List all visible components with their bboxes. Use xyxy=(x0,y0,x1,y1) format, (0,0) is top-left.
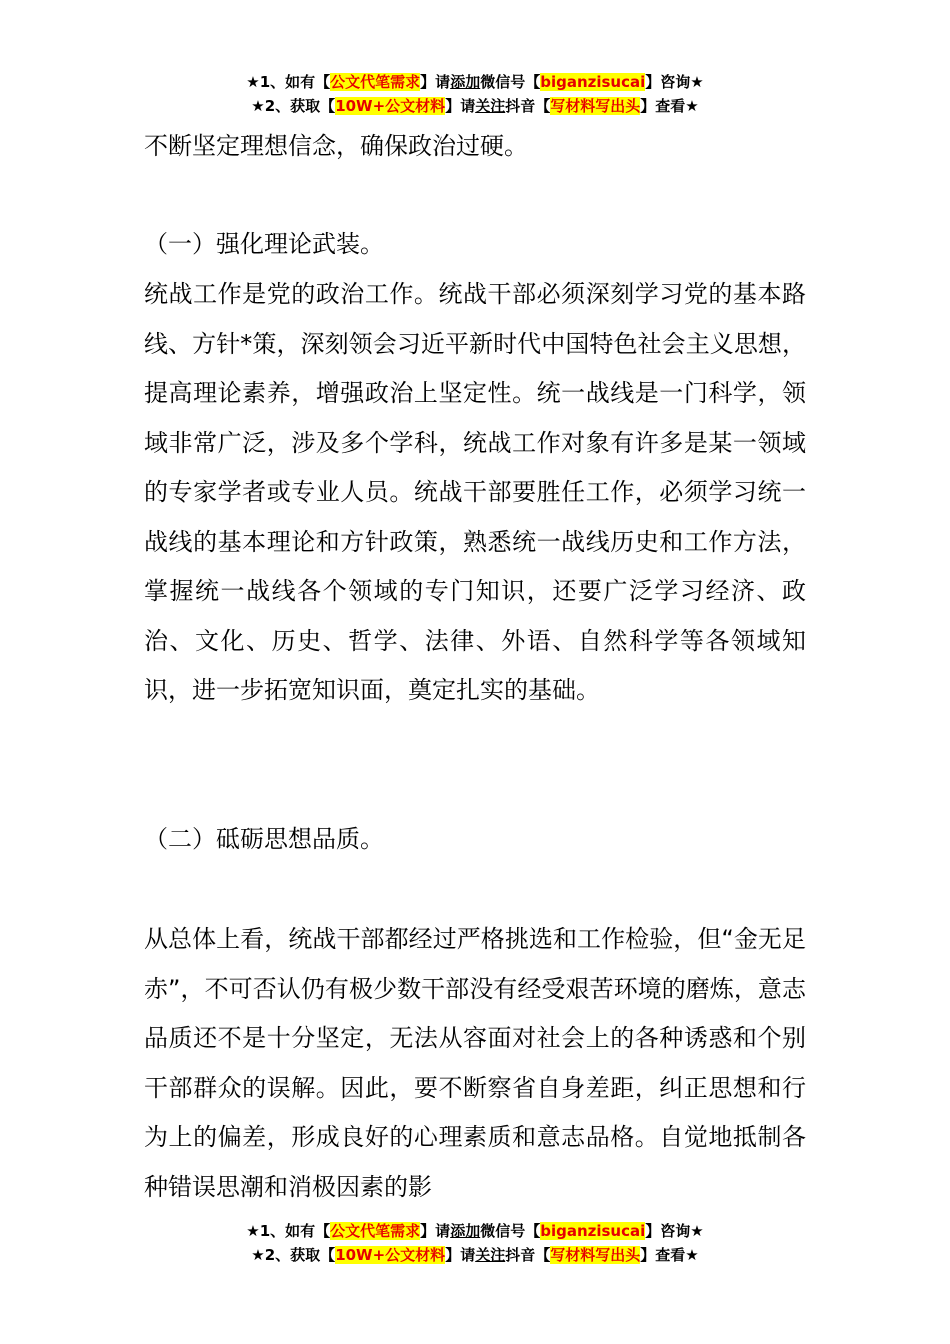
banner-line-1 xyxy=(0,1219,950,1243)
banner-text: 】查看★ xyxy=(640,1246,699,1264)
banner-line-2 xyxy=(0,94,950,118)
section-heading-2 xyxy=(144,815,806,865)
banner-underline: 添加 xyxy=(450,1222,481,1240)
heading-text: （一）强化理论武装。 xyxy=(144,230,384,258)
banner-text: 】咨询★ xyxy=(645,73,704,91)
paragraph-1 xyxy=(144,122,806,172)
banner-underline: 添加 xyxy=(450,73,481,91)
banner-text: 】请 xyxy=(420,73,451,91)
banner-text: 微信号【 xyxy=(480,73,541,91)
banner-text: 】请 xyxy=(445,97,476,115)
banner-text: 】咨询★ xyxy=(645,1222,704,1240)
banner-text: ★1、如有【 xyxy=(246,73,331,91)
banner-highlight: biganzisucai xyxy=(540,1222,646,1240)
paragraph-2 xyxy=(144,270,806,716)
paragraph-text: 统战工作是党的政治工作。统战干部必须深刻学习党的基本路线、方针*策，深刻领会习近平新时代中国特色社会主义思想，提高理论素养，增强政治上坚定性。统一战线是一门科学，领域非常广泛，涉及多个学科，统战工作对象有许多是某一领域的专家学者或专业人员。统战干部要胜任工作，必须学习统一战线的基本理论和方针政策，熟悉统一战线历史和工作方法，掌握统一战线各个领域的专门知识，还要广泛学习经济、政治、文化、历史、哲学、法律、外语、自然科学等各领域知识，进一步拓宽知识面，奠定扎实的基础。 xyxy=(144,280,806,704)
banner-highlight: 写材料写出头 xyxy=(550,1246,641,1264)
banner-text: ★1、如有【 xyxy=(246,1222,331,1240)
banner-text: 】请 xyxy=(445,1246,476,1264)
paragraph-3 xyxy=(144,915,806,1212)
heading-text: （二）砥砺思想品质。 xyxy=(144,825,384,853)
banner-line-2 xyxy=(0,1243,950,1267)
banner-text: ★2、获取【 xyxy=(251,97,336,115)
banner-highlight: 10W+公文材料 xyxy=(335,1246,446,1264)
paragraph-text: 不断坚定理想信念，确保政治过硬。 xyxy=(144,132,528,160)
banner-text: 】请 xyxy=(420,1222,451,1240)
footer-banner xyxy=(0,1219,950,1267)
banner-text: 抖音【 xyxy=(505,1246,551,1264)
banner-text: 】查看★ xyxy=(640,97,699,115)
banner-highlight: 写材料写出头 xyxy=(550,97,641,115)
banner-highlight: 公文代笔需求 xyxy=(330,1222,421,1240)
banner-highlight: biganzisucai xyxy=(540,73,646,91)
banner-highlight: 公文代笔需求 xyxy=(330,73,421,91)
banner-text: 微信号【 xyxy=(480,1222,541,1240)
section-heading-1 xyxy=(144,220,806,270)
banner-line-1 xyxy=(0,70,950,94)
banner-highlight: 10W+公文材料 xyxy=(335,97,446,115)
header-banner xyxy=(0,70,950,118)
banner-text: 抖音【 xyxy=(505,97,551,115)
paragraph-text: 从总体上看，统战干部都经过严格挑选和工作检验，但“金无足赤”，不可否认仍有极少数干部没有经受艰苦环境的磨炼，意志品质还不是十分坚定，无法从容面对社会上的各种诱惑和个别干部群众的误解。因此，要不断察省自身差距，纠正思想和行为上的偏差，形成良好的心理素质和意志品格。自觉地抵制各种错误思潮和消极因素的影 xyxy=(144,925,806,1201)
banner-text: ★2、获取【 xyxy=(251,1246,336,1264)
banner-underline: 关注 xyxy=(475,1246,506,1264)
banner-underline: 关注 xyxy=(475,97,506,115)
